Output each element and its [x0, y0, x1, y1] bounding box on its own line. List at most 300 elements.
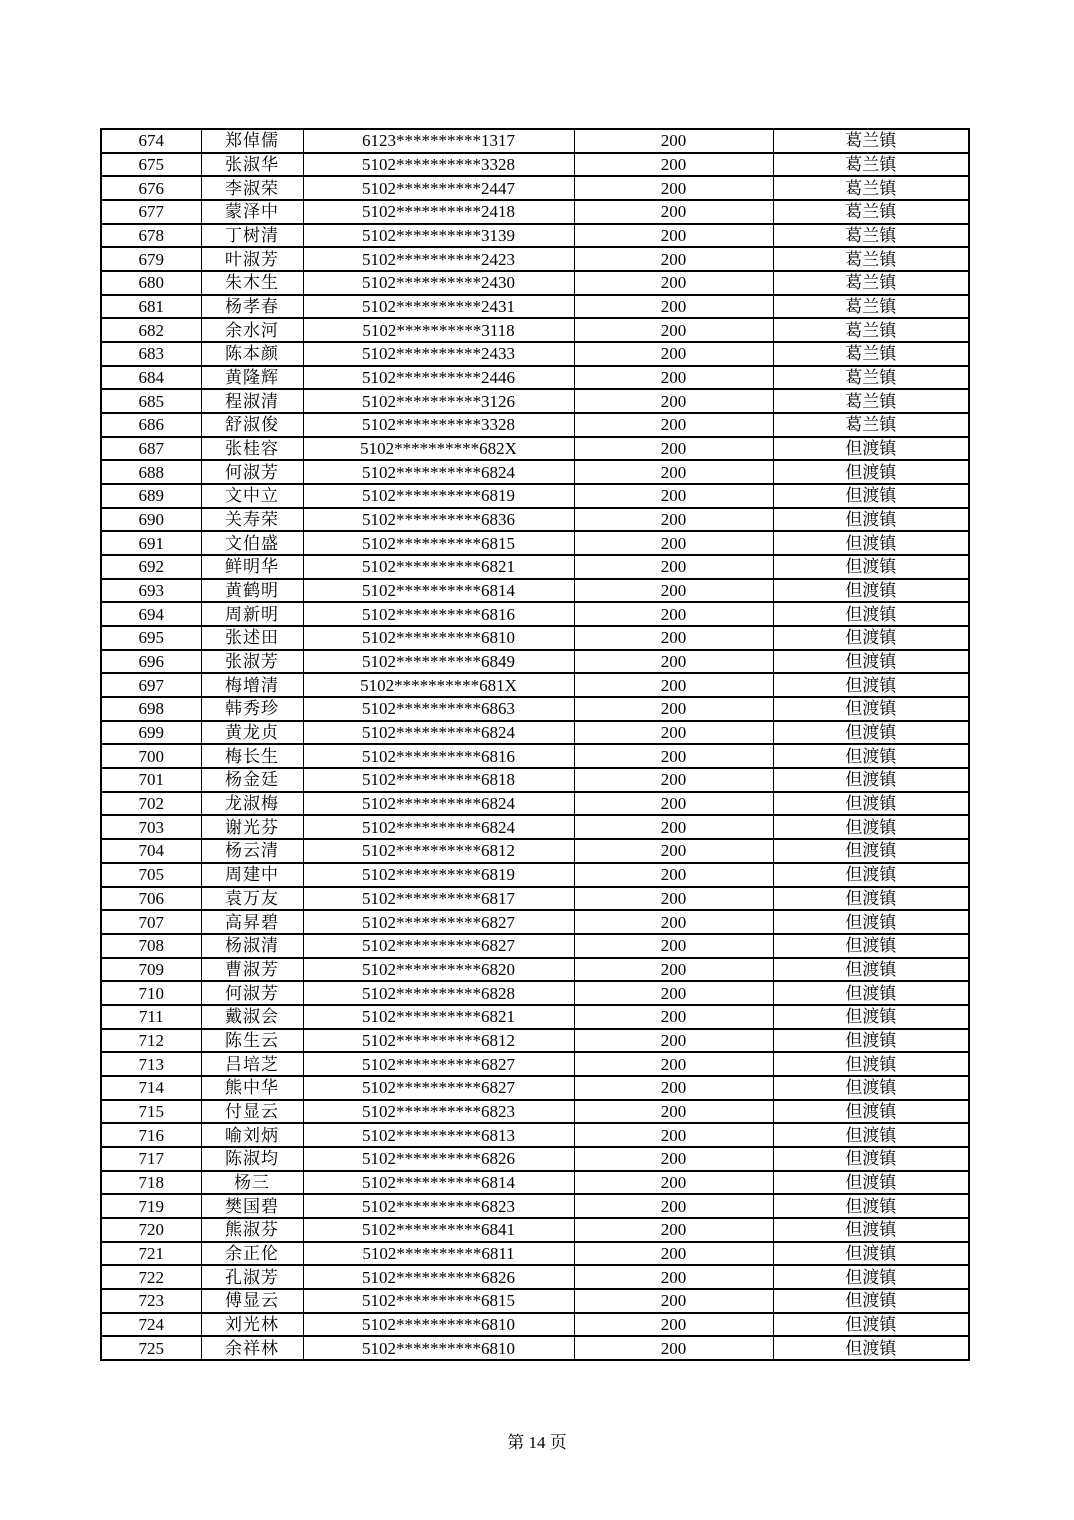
cell-amount: 200: [574, 200, 773, 224]
cell-index: 684: [101, 366, 201, 390]
cell-index: 702: [101, 792, 201, 816]
table-row: [101, 1029, 969, 1053]
cell-id-number: 5102**********6827: [303, 1052, 574, 1076]
cell-index: 692: [101, 555, 201, 579]
cell-town: 但渡镇: [773, 602, 969, 626]
cell-town: 葛兰镇: [773, 271, 969, 295]
table-row: [101, 342, 969, 366]
cell-id-number: 5102**********6823: [303, 1100, 574, 1124]
cell-amount: 200: [574, 910, 773, 934]
cell-index: 694: [101, 602, 201, 626]
cell-town: 但渡镇: [773, 815, 969, 839]
cell-amount: 200: [574, 1171, 773, 1195]
cell-index: 681: [101, 295, 201, 319]
table-row: [101, 1313, 969, 1337]
cell-town: 葛兰镇: [773, 176, 969, 200]
cell-amount: 200: [574, 981, 773, 1005]
cell-id-number: 5102**********6816: [303, 602, 574, 626]
cell-name: 戴淑会: [201, 1005, 303, 1029]
cell-town: 但渡镇: [773, 1265, 969, 1289]
cell-town: 葛兰镇: [773, 129, 969, 153]
cell-index: 709: [101, 958, 201, 982]
cell-index: 710: [101, 981, 201, 1005]
table-row: [101, 887, 969, 911]
cell-town: 但渡镇: [773, 1052, 969, 1076]
cell-name: 何淑芳: [201, 460, 303, 484]
cell-town: 但渡镇: [773, 934, 969, 958]
cell-amount: 200: [574, 508, 773, 532]
cell-id-number: 5102**********6836: [303, 508, 574, 532]
table-row: [101, 129, 969, 153]
cell-index: 722: [101, 1265, 201, 1289]
cell-town: 但渡镇: [773, 744, 969, 768]
cell-town: 但渡镇: [773, 863, 969, 887]
cell-name: 喻刘炳: [201, 1123, 303, 1147]
cell-amount: 200: [574, 626, 773, 650]
cell-id-number: 5102**********6863: [303, 697, 574, 721]
table-row: [101, 413, 969, 437]
cell-town: 但渡镇: [773, 579, 969, 603]
cell-town: 但渡镇: [773, 910, 969, 934]
cell-name: 蒙泽中: [201, 200, 303, 224]
cell-id-number: 5102**********6824: [303, 792, 574, 816]
table-row: [101, 1336, 969, 1360]
cell-town: 但渡镇: [773, 508, 969, 532]
cell-id-number: 5102**********6816: [303, 744, 574, 768]
cell-id-number: 5102**********6812: [303, 839, 574, 863]
cell-id-number: 5102**********6827: [303, 1076, 574, 1100]
cell-id-number: 5102**********6827: [303, 934, 574, 958]
table-row: [101, 815, 969, 839]
table-row: [101, 1052, 969, 1076]
cell-index: 719: [101, 1194, 201, 1218]
cell-index: 680: [101, 271, 201, 295]
cell-index: 697: [101, 673, 201, 697]
cell-index: 703: [101, 815, 201, 839]
cell-name: 叶淑芳: [201, 247, 303, 271]
cell-name: 樊国碧: [201, 1194, 303, 1218]
cell-name: 傅显云: [201, 1289, 303, 1313]
cell-index: 725: [101, 1336, 201, 1360]
table-row: [101, 366, 969, 390]
cell-amount: 200: [574, 460, 773, 484]
cell-index: 688: [101, 460, 201, 484]
cell-id-number: 5102**********6812: [303, 1029, 574, 1053]
cell-amount: 200: [574, 555, 773, 579]
cell-index: 686: [101, 413, 201, 437]
cell-id-number: 5102**********3126: [303, 389, 574, 413]
cell-index: 708: [101, 934, 201, 958]
cell-name: 熊中华: [201, 1076, 303, 1100]
cell-name: 陈生云: [201, 1029, 303, 1053]
cell-amount: 200: [574, 1194, 773, 1218]
table-row: [101, 224, 969, 248]
cell-id-number: 5102**********6811: [303, 1242, 574, 1266]
table-row: [101, 579, 969, 603]
cell-index: 701: [101, 768, 201, 792]
cell-name: 朱木生: [201, 271, 303, 295]
cell-town: 但渡镇: [773, 768, 969, 792]
cell-name: 张淑芳: [201, 650, 303, 674]
cell-name: 周新明: [201, 602, 303, 626]
cell-index: 716: [101, 1123, 201, 1147]
cell-name: 黄龙贞: [201, 721, 303, 745]
cell-index: 700: [101, 744, 201, 768]
cell-name: 梅增清: [201, 673, 303, 697]
cell-index: 696: [101, 650, 201, 674]
cell-name: 张桂容: [201, 437, 303, 461]
cell-id-number: 5102**********2418: [303, 200, 574, 224]
table-row: [101, 1265, 969, 1289]
table-row: [101, 247, 969, 271]
cell-name: 曹淑芳: [201, 958, 303, 982]
cell-town: 但渡镇: [773, 484, 969, 508]
table-row: [101, 1289, 969, 1313]
cell-amount: 200: [574, 413, 773, 437]
cell-amount: 200: [574, 602, 773, 626]
page-number-label: 第 14 页: [507, 1433, 567, 1452]
cell-name: 袁万友: [201, 887, 303, 911]
cell-amount: 200: [574, 247, 773, 271]
cell-name: 程淑清: [201, 389, 303, 413]
cell-town: 但渡镇: [773, 1171, 969, 1195]
table-row: [101, 602, 969, 626]
cell-town: 但渡镇: [773, 531, 969, 555]
cell-id-number: 5102**********2433: [303, 342, 574, 366]
cell-id-number: 5102**********6814: [303, 579, 574, 603]
cell-amount: 200: [574, 839, 773, 863]
cell-amount: 200: [574, 792, 773, 816]
table-row: [101, 650, 969, 674]
cell-id-number: 5102**********3328: [303, 413, 574, 437]
cell-id-number: 5102**********6826: [303, 1265, 574, 1289]
cell-name: 杨云清: [201, 839, 303, 863]
cell-id-number: 5102**********6821: [303, 1005, 574, 1029]
cell-index: 705: [101, 863, 201, 887]
table-row: [101, 531, 969, 555]
table-row: [101, 295, 969, 319]
table-row: [101, 697, 969, 721]
cell-town: 但渡镇: [773, 887, 969, 911]
cell-town: 但渡镇: [773, 1029, 969, 1053]
cell-town: 但渡镇: [773, 1313, 969, 1337]
cell-name: 舒淑俊: [201, 413, 303, 437]
cell-id-number: 5102**********6815: [303, 531, 574, 555]
cell-name: 杨淑清: [201, 934, 303, 958]
cell-name: 刘光林: [201, 1313, 303, 1337]
cell-amount: 200: [574, 1052, 773, 1076]
cell-id-number: 5102**********6826: [303, 1147, 574, 1171]
cell-index: 704: [101, 839, 201, 863]
cell-id-number: 5102**********6824: [303, 815, 574, 839]
cell-id-number: 5102**********6817: [303, 887, 574, 911]
cell-name: 丁树清: [201, 224, 303, 248]
cell-name: 杨金廷: [201, 768, 303, 792]
cell-name: 文伯盛: [201, 531, 303, 555]
table-row: [101, 389, 969, 413]
table-row: [101, 626, 969, 650]
cell-amount: 200: [574, 1313, 773, 1337]
table-row: [101, 1005, 969, 1029]
cell-amount: 200: [574, 744, 773, 768]
cell-name: 余正伦: [201, 1242, 303, 1266]
table-row: [101, 934, 969, 958]
cell-id-number: 5102**********6827: [303, 910, 574, 934]
cell-amount: 200: [574, 1289, 773, 1313]
cell-name: 杨孝春: [201, 295, 303, 319]
cell-index: 714: [101, 1076, 201, 1100]
cell-amount: 200: [574, 389, 773, 413]
cell-index: 675: [101, 153, 201, 177]
cell-index: 721: [101, 1242, 201, 1266]
cell-name: 谢光芬: [201, 815, 303, 839]
cell-index: 682: [101, 318, 201, 342]
cell-amount: 200: [574, 153, 773, 177]
cell-id-number: 5102**********6823: [303, 1194, 574, 1218]
table-row: [101, 1100, 969, 1124]
cell-name: 高昇碧: [201, 910, 303, 934]
table-row: [101, 508, 969, 532]
cell-index: 698: [101, 697, 201, 721]
cell-town: 但渡镇: [773, 1123, 969, 1147]
cell-id-number: 5102**********6815: [303, 1289, 574, 1313]
cell-id-number: 5102**********6828: [303, 981, 574, 1005]
cell-amount: 200: [574, 1336, 773, 1360]
cell-amount: 200: [574, 1100, 773, 1124]
cell-index: 687: [101, 437, 201, 461]
cell-amount: 200: [574, 721, 773, 745]
cell-index: 707: [101, 910, 201, 934]
cell-town: 但渡镇: [773, 721, 969, 745]
cell-amount: 200: [574, 176, 773, 200]
cell-amount: 200: [574, 768, 773, 792]
table-row: [101, 484, 969, 508]
table-row: [101, 1218, 969, 1242]
cell-index: 706: [101, 887, 201, 911]
cell-index: 678: [101, 224, 201, 248]
cell-amount: 200: [574, 437, 773, 461]
cell-index: 676: [101, 176, 201, 200]
table-row: [101, 721, 969, 745]
cell-name: 黄隆辉: [201, 366, 303, 390]
cell-id-number: 5102**********6824: [303, 460, 574, 484]
cell-id-number: 5102**********6820: [303, 958, 574, 982]
cell-index: 685: [101, 389, 201, 413]
cell-index: 679: [101, 247, 201, 271]
cell-index: 711: [101, 1005, 201, 1029]
cell-id-number: 5102**********2423: [303, 247, 574, 271]
cell-town: 但渡镇: [773, 555, 969, 579]
table-row: [101, 792, 969, 816]
cell-town: 但渡镇: [773, 792, 969, 816]
cell-town: 葛兰镇: [773, 153, 969, 177]
cell-amount: 200: [574, 1005, 773, 1029]
cell-id-number: 5102**********2430: [303, 271, 574, 295]
cell-town: 但渡镇: [773, 697, 969, 721]
cell-id-number: 5102**********2431: [303, 295, 574, 319]
cell-index: 712: [101, 1029, 201, 1053]
cell-town: 葛兰镇: [773, 295, 969, 319]
cell-index: 724: [101, 1313, 201, 1337]
table-row: [101, 910, 969, 934]
table-row: [101, 958, 969, 982]
table-row: [101, 981, 969, 1005]
cell-town: 葛兰镇: [773, 200, 969, 224]
table-row: [101, 271, 969, 295]
table-row: [101, 176, 969, 200]
cell-town: 葛兰镇: [773, 366, 969, 390]
cell-amount: 200: [574, 815, 773, 839]
cell-name: 张述田: [201, 626, 303, 650]
cell-town: 但渡镇: [773, 1076, 969, 1100]
cell-name: 黄鹤明: [201, 579, 303, 603]
cell-name: 付显云: [201, 1100, 303, 1124]
cell-town: 但渡镇: [773, 1336, 969, 1360]
cell-index: 677: [101, 200, 201, 224]
table-row: [101, 153, 969, 177]
table-row: [101, 318, 969, 342]
cell-id-number: 5102**********6821: [303, 555, 574, 579]
cell-amount: 200: [574, 271, 773, 295]
cell-amount: 200: [574, 697, 773, 721]
cell-index: 715: [101, 1100, 201, 1124]
cell-amount: 200: [574, 224, 773, 248]
cell-id-number: 5102**********2447: [303, 176, 574, 200]
cell-amount: 200: [574, 318, 773, 342]
cell-id-number: 5102**********6814: [303, 1171, 574, 1195]
cell-id-number: 5102**********6818: [303, 768, 574, 792]
cell-town: 但渡镇: [773, 1147, 969, 1171]
cell-town: 但渡镇: [773, 460, 969, 484]
table-body: [101, 129, 969, 1360]
cell-amount: 200: [574, 1123, 773, 1147]
cell-town: 葛兰镇: [773, 247, 969, 271]
cell-amount: 200: [574, 129, 773, 153]
cell-amount: 200: [574, 1147, 773, 1171]
cell-amount: 200: [574, 1265, 773, 1289]
cell-name: 陈淑均: [201, 1147, 303, 1171]
cell-id-number: 5102**********2446: [303, 366, 574, 390]
cell-index: 693: [101, 579, 201, 603]
table-row: [101, 200, 969, 224]
cell-town: 但渡镇: [773, 1005, 969, 1029]
cell-index: 720: [101, 1218, 201, 1242]
table-row: [101, 437, 969, 461]
cell-town: 但渡镇: [773, 1289, 969, 1313]
cell-index: 691: [101, 531, 201, 555]
cell-name: 陈本颜: [201, 342, 303, 366]
cell-index: 695: [101, 626, 201, 650]
cell-index: 683: [101, 342, 201, 366]
cell-id-number: 5102**********6841: [303, 1218, 574, 1242]
cell-amount: 200: [574, 887, 773, 911]
cell-amount: 200: [574, 650, 773, 674]
cell-amount: 200: [574, 1218, 773, 1242]
cell-town: 但渡镇: [773, 958, 969, 982]
cell-index: 717: [101, 1147, 201, 1171]
cell-amount: 200: [574, 1076, 773, 1100]
table-row: [101, 1242, 969, 1266]
cell-name: 余水河: [201, 318, 303, 342]
cell-name: 孔淑芳: [201, 1265, 303, 1289]
cell-index: 674: [101, 129, 201, 153]
cell-amount: 200: [574, 1029, 773, 1053]
cell-id-number: 5102**********681X: [303, 673, 574, 697]
cell-amount: 200: [574, 295, 773, 319]
table-row: [101, 744, 969, 768]
cell-index: 699: [101, 721, 201, 745]
table-row: [101, 1147, 969, 1171]
cell-amount: 200: [574, 484, 773, 508]
table-row: [101, 768, 969, 792]
cell-town: 但渡镇: [773, 1242, 969, 1266]
cell-index: 718: [101, 1171, 201, 1195]
table-row: [101, 1123, 969, 1147]
cell-town: 但渡镇: [773, 839, 969, 863]
cell-index: 689: [101, 484, 201, 508]
cell-town: 但渡镇: [773, 1194, 969, 1218]
cell-id-number: 5102**********6813: [303, 1123, 574, 1147]
cell-id-number: 5102**********6819: [303, 484, 574, 508]
cell-amount: 200: [574, 1242, 773, 1266]
cell-amount: 200: [574, 863, 773, 887]
cell-town: 但渡镇: [773, 437, 969, 461]
cell-name: 郑倬儒: [201, 129, 303, 153]
cell-id-number: 6123**********1317: [303, 129, 574, 153]
cell-amount: 200: [574, 934, 773, 958]
table-row: [101, 673, 969, 697]
table-row: [101, 863, 969, 887]
cell-id-number: 5102**********6810: [303, 1313, 574, 1337]
cell-id-number: 5102**********6810: [303, 1336, 574, 1360]
table-row: [101, 1076, 969, 1100]
cell-town: 但渡镇: [773, 650, 969, 674]
cell-town: 但渡镇: [773, 626, 969, 650]
page-footer: [0, 1428, 1074, 1453]
cell-index: 713: [101, 1052, 201, 1076]
cell-town: 葛兰镇: [773, 224, 969, 248]
cell-amount: 200: [574, 579, 773, 603]
cell-amount: 200: [574, 531, 773, 555]
cell-name: 龙淑梅: [201, 792, 303, 816]
cell-index: 723: [101, 1289, 201, 1313]
cell-name: 李淑荣: [201, 176, 303, 200]
cell-amount: 200: [574, 366, 773, 390]
cell-amount: 200: [574, 958, 773, 982]
cell-id-number: 5102**********6824: [303, 721, 574, 745]
table-row: [101, 839, 969, 863]
cell-id-number: 5102**********6849: [303, 650, 574, 674]
cell-id-number: 5102**********6810: [303, 626, 574, 650]
cell-amount: 200: [574, 673, 773, 697]
cell-town: 但渡镇: [773, 1100, 969, 1124]
cell-id-number: 5102**********3328: [303, 153, 574, 177]
cell-name: 梅长生: [201, 744, 303, 768]
table-row: [101, 555, 969, 579]
cell-name: 文中立: [201, 484, 303, 508]
cell-id-number: 5102**********3118: [303, 318, 574, 342]
cell-name: 何淑芳: [201, 981, 303, 1005]
cell-town: 葛兰镇: [773, 318, 969, 342]
table-row: [101, 1194, 969, 1218]
table-row: [101, 460, 969, 484]
cell-id-number: 5102**********3139: [303, 224, 574, 248]
cell-name: 关寿荣: [201, 508, 303, 532]
cell-amount: 200: [574, 342, 773, 366]
cell-name: 余祥林: [201, 1336, 303, 1360]
cell-name: 周建中: [201, 863, 303, 887]
table-row: [101, 1171, 969, 1195]
